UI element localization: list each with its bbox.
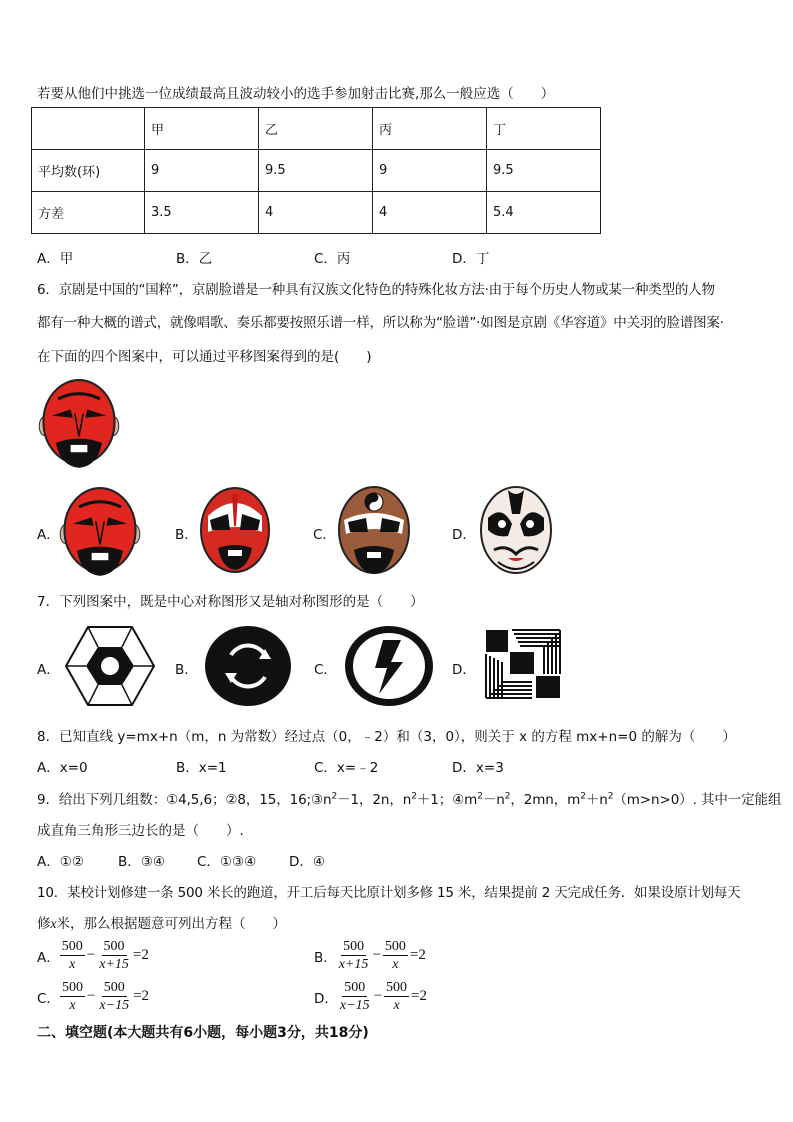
minus-sign: −	[86, 988, 96, 1004]
mask-option-b-image[interactable]	[198, 486, 272, 576]
fraction	[383, 938, 408, 973]
q8-stem: 8．已知直线 y=mx+n（m，n 为常数）经过点（0，﹣2）和（3，0），则关于 x 的方程 mx+n=0 的解为（ ）	[37, 729, 736, 745]
q10-option-d[interactable]	[314, 979, 429, 1014]
q6-line2: 都有一种大概的谱式，就像唱歌、奏乐都要按照乐谱一样，所以称为“脸谱”·如图是京剧《华容道》中关羽的脸谱图案·	[37, 315, 724, 331]
denominator: x+15	[338, 957, 369, 972]
numerator: 500	[103, 980, 125, 995]
q10-option-c[interactable]	[37, 979, 151, 1014]
q9-option-a[interactable]: A．①②	[37, 854, 84, 870]
q9-option-c[interactable]: C．①③④	[197, 854, 257, 870]
q9-option-b[interactable]: B．③④	[118, 854, 165, 870]
q10-var: x	[50, 916, 57, 931]
numerator: 500	[386, 980, 408, 995]
table-header-jia: 甲	[145, 108, 259, 150]
equation-rhs: =2	[133, 988, 150, 1004]
q6-option-c-label[interactable]: C．	[313, 527, 336, 543]
q5-intro: 若要从他们中挑选一位成绩最高且波动较小的选手参加射击比赛,那么一般应选（ ）	[37, 86, 555, 102]
q7-option-c-label[interactable]: C．	[314, 662, 337, 678]
denominator: x−15	[99, 998, 130, 1013]
q8-option-c[interactable]: C．x=﹣2	[314, 760, 379, 776]
q10-line1: 10．某校计划修建一条 500 米长的跑道，开工后每天比原计划多修 15 米，结果提前 2 天完成任务．如果设原计划每天	[37, 885, 741, 901]
lightning-bolt-icon[interactable]	[343, 624, 435, 708]
q9-text: ，2mn，m	[510, 792, 581, 808]
denominator: x	[69, 957, 76, 972]
fraction	[97, 938, 131, 973]
numerator: 500	[344, 980, 366, 995]
q9-sup: 2	[504, 791, 511, 802]
q7-option-a-label[interactable]: A．	[37, 662, 60, 678]
numerator: 500	[343, 939, 365, 954]
q9-option-d[interactable]: D．④	[289, 854, 325, 870]
table-cell: 9	[145, 150, 259, 192]
table-cell: 5.4	[487, 192, 601, 234]
q6-line3: 在下面的四个图案中，可以通过平移图案得到的是( )	[37, 349, 372, 365]
q9-text: ＋1；④m	[416, 792, 478, 808]
q10-line2	[37, 912, 286, 932]
q9-sup: 2	[580, 791, 586, 802]
q9-text: （m>n>0）. 其中一定能组	[613, 792, 782, 808]
q9-text: －1，2n，n	[337, 792, 412, 808]
table-header-yi: 乙	[259, 108, 373, 150]
minus-sign: −	[86, 947, 96, 963]
equation-rhs: =2	[411, 988, 428, 1004]
q7-stem: 7．下列图案中，既是中心对称图形又是轴对称图形的是（ ）	[37, 594, 424, 610]
q9-text: 9．给出下列几组数：①4,5,6；②8，15，16;③n	[37, 792, 332, 808]
score-table	[31, 107, 601, 234]
denominator: x+15	[99, 957, 129, 972]
q6-option-d-label[interactable]: D．	[452, 527, 476, 543]
q9-sup: 2	[331, 791, 338, 802]
minus-sign: −	[373, 988, 383, 1004]
denominator: x	[393, 998, 400, 1013]
table-cell: 方差	[32, 192, 145, 234]
mask-option-a-image[interactable]	[58, 486, 142, 578]
q9-line2: 成直角三角形三边长的是（ ）.	[37, 823, 244, 839]
q10-option-label: C．	[37, 990, 60, 1007]
table-cell: 3.5	[145, 192, 259, 234]
q5-option-a[interactable]: A．甲	[37, 251, 74, 267]
q6-option-a-label[interactable]: A．	[37, 527, 60, 543]
section-heading: 二、填空题(本大题共有6小题，每小题3分，共18分)	[37, 1025, 369, 1041]
table-cell	[32, 108, 145, 150]
q6-option-b-label[interactable]: B．	[175, 527, 198, 543]
table-cell: 9.5	[259, 150, 373, 192]
q9-text: ＋n	[585, 792, 608, 808]
mask-option-c-image[interactable]	[336, 484, 412, 576]
table-header-ding: 丁	[487, 108, 601, 150]
table-row	[32, 150, 601, 192]
table-header-row	[32, 108, 601, 150]
q9-sup: 2	[411, 791, 417, 802]
guan-yu-mask-image	[37, 378, 121, 470]
table-cell: 平均数(环)	[32, 150, 145, 192]
q5-option-d[interactable]: D．丁	[452, 251, 490, 267]
table-header-bing: 丙	[373, 108, 487, 150]
equation-rhs: =2	[409, 947, 426, 963]
q10-option-label: A．	[37, 949, 60, 966]
q6-line1: 6．京剧是中国的“国粹”，京剧脸谱是一种具有汉族文化特色的特殊化妆方法·由于每个历史人物或某一种类型的人物	[37, 282, 715, 298]
table-cell: 9	[373, 150, 487, 192]
fraction	[60, 979, 85, 1014]
q9-line1	[37, 788, 781, 808]
numerator: 500	[61, 980, 83, 995]
table-cell: 4	[259, 192, 373, 234]
fraction	[338, 979, 372, 1014]
fraction	[97, 979, 131, 1014]
q9-text: －n	[482, 792, 505, 808]
q7-option-b-label[interactable]: B．	[175, 662, 198, 678]
denominator: x−15	[339, 998, 370, 1013]
equation-rhs: =2	[132, 947, 149, 963]
q10-option-b[interactable]	[314, 938, 428, 973]
q5-option-b[interactable]: B．乙	[176, 251, 213, 267]
table-cell: 4	[373, 192, 487, 234]
q10-option-label: B．	[314, 949, 337, 966]
numerator: 500	[384, 939, 406, 954]
circular-arrows-icon[interactable]	[203, 625, 293, 707]
q10-text: 修	[37, 916, 51, 932]
q10-option-label: D．	[314, 990, 338, 1007]
denominator: x	[69, 998, 76, 1013]
q8-option-a[interactable]: A．x=0	[37, 760, 88, 776]
numerator: 500	[103, 939, 125, 954]
mask-option-d-image[interactable]	[478, 484, 554, 576]
q10-option-a[interactable]	[37, 938, 151, 973]
minus-sign: −	[372, 947, 381, 963]
hexagon-aperture-icon[interactable]	[64, 625, 156, 707]
fraction	[337, 938, 371, 973]
fraction	[384, 979, 409, 1014]
q8-option-d[interactable]: D．x=3	[452, 760, 504, 776]
numerator: 500	[61, 939, 83, 954]
q9-sup: 2	[607, 791, 614, 802]
q9-sup: 2	[477, 791, 483, 802]
q8-option-b[interactable]: B．x=1	[176, 760, 227, 776]
q10-text: 米，那么根据题意可列出方程（ ）	[56, 916, 286, 932]
table-cell: 9.5	[487, 150, 601, 192]
fraction	[60, 938, 85, 973]
table-row	[32, 192, 601, 234]
denominator: x	[392, 957, 399, 972]
checker-stairs-icon[interactable]	[484, 628, 562, 700]
q7-option-d-label[interactable]: D．	[452, 662, 476, 678]
q5-option-c[interactable]: C．丙	[314, 251, 351, 267]
